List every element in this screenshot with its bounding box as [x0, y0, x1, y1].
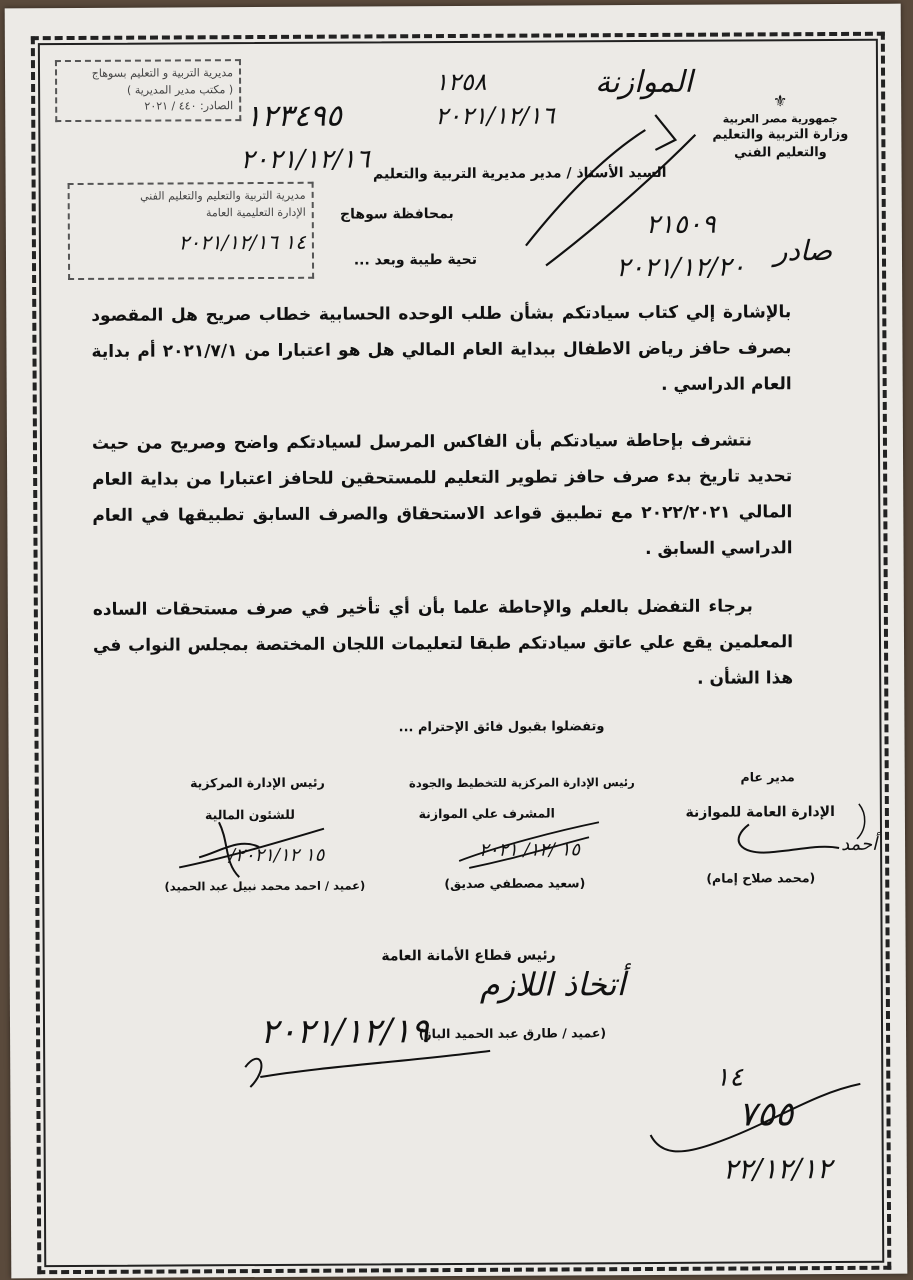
hand-outgoing-number: ٢١٥٠٩	[645, 209, 716, 241]
signatory-title: الإدارة العامة للموازنة	[685, 804, 835, 821]
ministry-emblem-icon: ⚜	[772, 91, 788, 111]
addressee: السيد الأستاذ / مدير مديرية التربية والتعليم	[372, 164, 667, 183]
body-paragraph-3: برجاء التفضل بالعلم والإحاطة علما بأن أي تأخير في صرف مستحقات الساده المعلمين يقع علي عاتق سيادتكم طبقا لتعليمات اللجان المختصة بمجلس النواب في هذا الشأن .	[92, 596, 794, 689]
stamp-line: الإدارة التعليمية العامة	[205, 205, 306, 219]
sector-head-name: (عميد / طارق عبد الحميد الباز)	[418, 1025, 607, 1042]
document-page	[5, 4, 908, 1279]
hand-ref-number: ١٢٥٨	[435, 67, 487, 97]
signature-date-2: ١٥ /١٢/ ٢٠٢١	[479, 839, 581, 861]
stamp-date: ١٤ ٢٠٢١/١٢/١٦	[178, 229, 306, 255]
office-stamp	[55, 59, 241, 121]
body-paragraph-2: نتشرف بإحاطة سيادتكم بأن الفاكس المرسل لسيادتكم واضح وصريح من حيث تحديد تاريخ بدء صرف حافز تطوير التعليم للمستحقين للحافز اعتبارا من بداية العام المالي ٢٠٢٢/٢٠٢١ مع تطبيق قواعد الاستحقاق والصرف السابق تطبيقها في العام الدراسي السابق .	[91, 430, 793, 560]
stamp-line: مديرية التربية و التعليم بسوهاج	[91, 66, 234, 80]
hand-date-top: ٢٠٢١/١٢/١٦	[435, 101, 555, 131]
sector-head-role: رئيس قطاع الأمانة العامة	[381, 947, 556, 965]
greeting: تحية طيبة وبعد ...	[353, 251, 478, 269]
signature-date-1: ١٥ ٢٠٢١/١٢/	[229, 844, 325, 867]
hand-date-second: ٢٠٢١/١٢/١٦	[240, 144, 370, 176]
sector-head-note: أتخاذ اللازم	[479, 965, 626, 1004]
signatory-name: (عميد / احمد محمد نبيل عبد الحميد)	[164, 878, 366, 894]
directorate-stamp	[68, 182, 315, 280]
signatory-role: رئيس الإدارة المركزية	[190, 774, 325, 791]
stamp-line: مديرية التربية والتعليم والتعليم الفني	[140, 188, 306, 203]
bottom-scribble	[5, 8, 6, 9]
bottom-number-2: ٧٥٥	[738, 1094, 794, 1135]
ministry-line: والتعليم الفني	[734, 145, 827, 161]
signatory-role: مدير عام	[740, 769, 795, 785]
signatory-title: للشئون المالية	[204, 806, 295, 823]
bottom-date: ٢٢/١٢/١٢	[722, 1152, 832, 1186]
stamp-line: الصادر: ٤٤٠ / ٢٠٢١	[144, 99, 234, 113]
signatory-title: المشرف علي الموازنة	[418, 805, 555, 822]
body-paragraph-1: بالإشارة إلي كتاب سيادتكم بشأن طلب الوحده الحسابية خطاب صريح هل المقصود بصرف حافز رياض الاطفال ببداية العام المالي هل هو اعتبارا من ٢٠٢١/٧/١ أم بداية العام الدراسي .	[91, 302, 792, 395]
closing-line: وتفضلوا بقبول فائق الإحترام ...	[398, 719, 605, 736]
hand-outgoing-date: ٢٠٢١/١٢/٢٠	[615, 252, 746, 284]
ministry-line: جمهورية مصر العربية	[722, 111, 838, 126]
bottom-number-1: ١٤	[715, 1062, 744, 1093]
hand-department: الموازنة	[594, 64, 693, 101]
signature-ahmed: أحمد	[841, 833, 878, 855]
hand-serial: ١٢٣٤٩٥	[245, 98, 343, 135]
stamp-line: ( مكتب مدير المديرية )	[126, 82, 234, 97]
sector-head-date: ٢٠٢١/١٢/١٩	[259, 1011, 430, 1053]
ministry-header	[705, 90, 855, 162]
signatory-role: رئيس الإدارة المركزية للتخطيط والجودة	[408, 775, 635, 791]
ministry-line: وزارة التربية والتعليم	[712, 127, 849, 144]
signatory-name: (محمد صلاح إمام)	[706, 870, 816, 886]
governorate: بمحافظة سوهاج	[339, 206, 454, 223]
signatory-name: (سعيد مصطفي صديق)	[444, 875, 586, 892]
hand-outgoing-label: صادر	[773, 234, 833, 268]
